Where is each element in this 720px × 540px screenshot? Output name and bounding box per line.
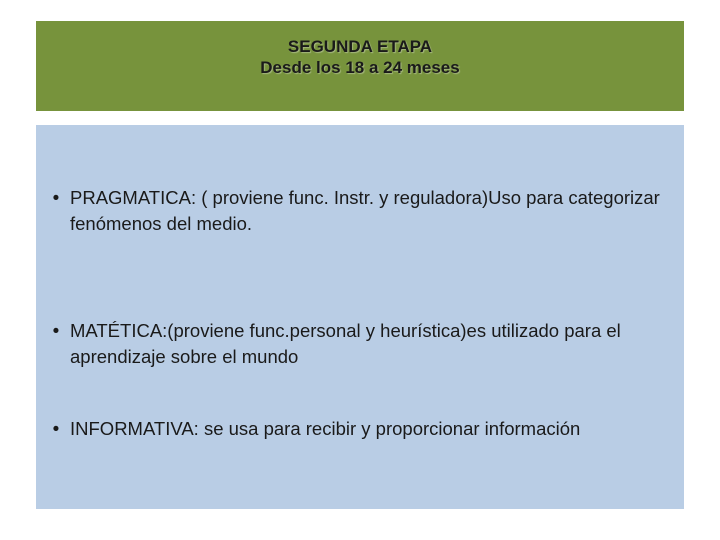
slide-subtitle: Desde los 18 a 24 meses: [260, 58, 460, 77]
bullet-item-informativa: [42, 416, 672, 443]
slide-title: SEGUNDA ETAPA: [287, 37, 433, 56]
content-panel: [36, 125, 684, 509]
bullet-text: MATÉTICA:(proviene func.personal y heurística)es utilizado para el aprendizaje sobre el mundo: [70, 320, 621, 367]
bullet-marker: •: [52, 419, 60, 440]
bullet-marker: •: [52, 188, 60, 209]
bullet-marker: •: [52, 321, 60, 342]
bullet-item-matetica: [42, 318, 672, 370]
header-banner: [36, 21, 684, 111]
bullet-item-pragmatica: [42, 185, 672, 237]
bullet-text: INFORMATIVA: se usa para recibir y proporcionar información: [70, 418, 581, 439]
bullet-text: PRAGMATICA: ( proviene func. Instr. y reguladora)Uso para categorizar fenómenos del medio.: [70, 187, 660, 234]
